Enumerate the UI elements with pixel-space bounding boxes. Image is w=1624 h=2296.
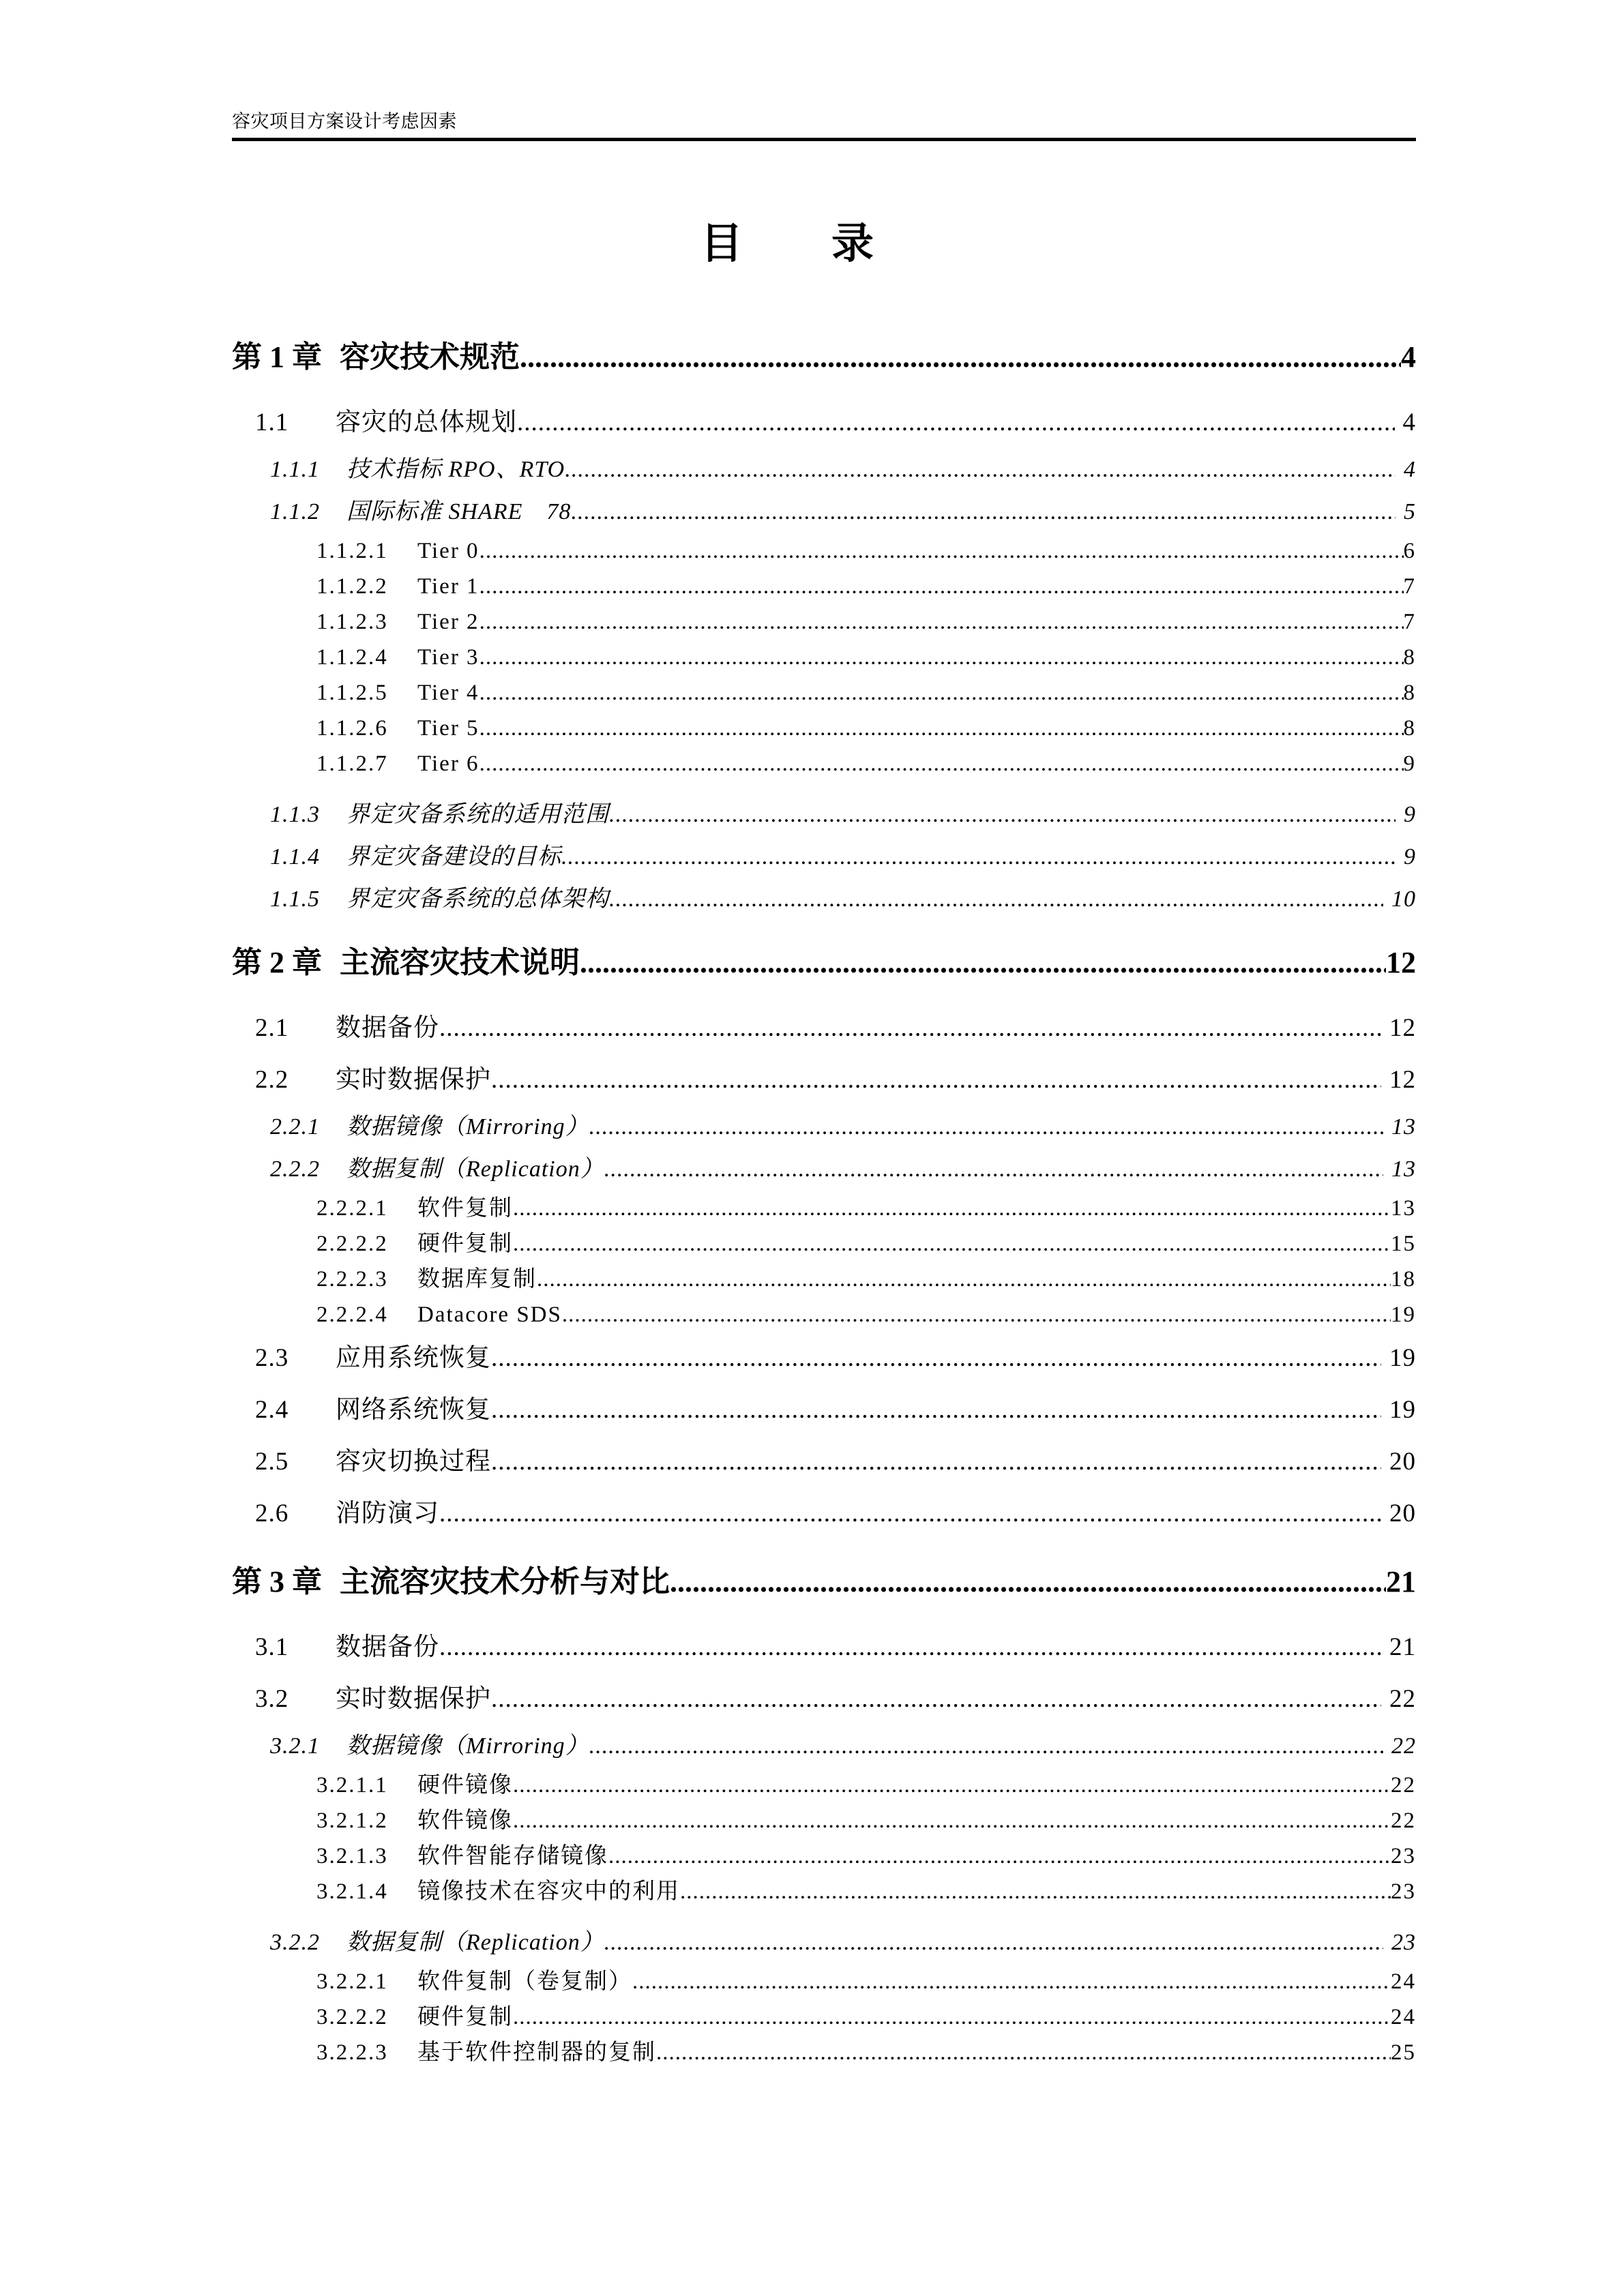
table-of-contents	[232, 312, 1416, 2070]
toc-entry-level-3[interactable]	[270, 878, 1416, 921]
toc-entry-number: 3.2.2.2	[316, 2005, 388, 2029]
toc-entry-title: Tier 6	[417, 751, 479, 776]
toc-entry-level-2[interactable]	[255, 1436, 1416, 1488]
toc-entry-number: 2.3	[255, 1344, 289, 1372]
toc-entry-level-2[interactable]	[255, 1488, 1416, 1540]
toc-dot-leader	[589, 1106, 1383, 1148]
page-title: 目 录	[700, 221, 875, 267]
toc-dot-leader	[565, 449, 1396, 491]
toc-entry-level-1[interactable]	[232, 933, 1416, 993]
toc-entry-page-number: 15	[1391, 1232, 1416, 1256]
toc-entry-number: 3.1	[255, 1633, 289, 1661]
toc-dot-leader	[609, 794, 1396, 836]
toc-dot-leader	[491, 1436, 1381, 1488]
toc-entry-title: 数据复制（Replication）	[346, 1930, 604, 1955]
toc-entry-page-number: 12	[1386, 946, 1416, 979]
toc-entry-title: 硬件复制	[417, 1232, 513, 1256]
toc-dot-leader	[670, 1552, 1386, 1612]
toc-entry-title: 硬件复制	[417, 2005, 513, 2029]
toc-entry-page-number: 19	[1389, 1344, 1416, 1372]
toc-entry-title: Tier 5	[417, 716, 479, 741]
toc-entry-number: 2.2.2.4	[316, 1302, 388, 1327]
page-header	[232, 108, 1416, 147]
toc-entry-level-4[interactable]	[316, 1191, 1416, 1226]
toc-entry-title: 数据镜像（Mirroring）	[346, 1733, 589, 1759]
toc-entry-level-2[interactable]	[255, 1384, 1416, 1436]
toc-entry-number: 2.2.2.2	[316, 1232, 388, 1256]
toc-entry-level-4[interactable]	[316, 1768, 1416, 1803]
toc-dot-leader	[680, 1874, 1391, 1909]
toc-entry-title: 消防演习	[336, 1500, 439, 1527]
toc-entry-title: 镜像技术在容灾中的利用	[417, 1879, 680, 1904]
toc-entry-page-number: 22	[1389, 1685, 1416, 1713]
toc-entry-level-2[interactable]	[255, 1002, 1416, 1054]
toc-entry-title: 数据备份	[336, 1633, 439, 1661]
toc-entry-page-number: 12	[1389, 1014, 1416, 1042]
toc-entry-title: 实时数据保护	[336, 1685, 491, 1713]
toc-entry-page-number: 4	[1402, 408, 1416, 436]
toc-dot-leader	[479, 711, 1404, 746]
toc-dot-leader	[513, 1191, 1391, 1226]
toc-entry-level-4[interactable]	[316, 533, 1416, 569]
running-header-title: 容灾项目方案设计考虑因素	[232, 111, 457, 132]
toc-entry-level-4[interactable]	[316, 569, 1416, 604]
toc-dot-leader	[439, 1622, 1381, 1673]
toc-entry-level-2[interactable]	[255, 397, 1416, 449]
toc-entry-number: 3.2	[255, 1685, 289, 1713]
toc-entry-number: 2.6	[255, 1500, 289, 1527]
toc-entry-page-number: 22	[1391, 1808, 1416, 1833]
toc-entry-number: 1.1.2.4	[316, 645, 388, 670]
toc-entry-level-4[interactable]	[316, 675, 1416, 711]
toc-entry-page-number: 12	[1389, 1066, 1416, 1094]
toc-entry-title: 数据库复制	[417, 1267, 537, 1292]
toc-entry-page-number: 21	[1389, 1633, 1416, 1661]
toc-entry-page-number: 10	[1391, 886, 1416, 912]
toc-entry-title: 容灾切换过程	[336, 1448, 491, 1476]
toc-dot-leader	[479, 569, 1404, 604]
toc-dot-leader	[513, 1999, 1391, 2035]
toc-entry-number: 第 1 章	[232, 340, 322, 374]
toc-entry-number: 3.2.1.3	[316, 1844, 388, 1868]
toc-dot-leader	[491, 1332, 1381, 1384]
toc-entry-title: Datacore SDS	[417, 1302, 562, 1327]
toc-entry-page-number: 4	[1401, 340, 1416, 374]
toc-entry-level-4[interactable]	[316, 1297, 1416, 1332]
toc-entry-title: 数据复制（Replication）	[346, 1157, 604, 1182]
toc-dot-leader	[439, 1488, 1381, 1540]
toc-entry-page-number: 22	[1391, 1773, 1416, 1798]
toc-entry-level-3[interactable]	[270, 1725, 1416, 1768]
toc-entry-title: 应用系统恢复	[336, 1344, 491, 1372]
toc-entry-page-number: 8	[1403, 645, 1416, 670]
toc-entry-number: 3.2.2	[270, 1930, 320, 1955]
toc-entry-title: 技术指标 RPO、RTO	[346, 457, 565, 482]
toc-entry-page-number: 23	[1391, 1879, 1416, 1904]
toc-entry-page-number: 13	[1391, 1157, 1416, 1182]
toc-entry-number: 2.2	[255, 1066, 289, 1094]
toc-entry-number: 1.1.2.5	[316, 681, 388, 705]
toc-dot-leader	[479, 746, 1404, 781]
toc-entry-level-4[interactable]	[316, 1964, 1416, 1999]
toc-entry-page-number: 19	[1391, 1302, 1416, 1327]
toc-entry-number: 3.2.1.2	[316, 1808, 388, 1833]
toc-entry-number: 2.2.2.3	[316, 1267, 388, 1292]
toc-entry-page-number: 5	[1404, 499, 1416, 524]
toc-entry-title: 主流容灾技术分析与对比	[340, 1565, 670, 1598]
toc-entry-number: 1.1.2	[270, 499, 320, 524]
toc-entry-page-number: 23	[1391, 1930, 1416, 1955]
toc-dot-leader	[520, 327, 1401, 387]
toc-entry-page-number: 7	[1403, 610, 1416, 634]
toc-entry-page-number: 24	[1391, 1969, 1416, 1994]
toc-entry-page-number: 9	[1404, 844, 1416, 869]
toc-entry-title: 容灾的总体规划	[336, 408, 517, 436]
toc-dot-leader	[491, 1673, 1381, 1725]
toc-entry-title: 数据备份	[336, 1014, 439, 1042]
toc-dot-leader	[656, 2035, 1391, 2070]
toc-entry-page-number: 25	[1391, 2040, 1416, 2065]
toc-entry-level-4[interactable]	[316, 604, 1416, 640]
toc-entry-level-1[interactable]	[232, 1552, 1416, 1612]
toc-entry-page-number: 21	[1386, 1565, 1416, 1598]
toc-dot-leader	[609, 878, 1383, 921]
toc-entry-level-3[interactable]	[270, 836, 1416, 878]
toc-entry-level-3[interactable]	[270, 794, 1416, 836]
toc-entry-title: 基于软件控制器的复制	[417, 2040, 656, 2065]
toc-entry-number: 1.1.2.1	[316, 539, 388, 563]
toc-entry-number: 3.2.2.3	[316, 2040, 388, 2065]
toc-dot-leader	[479, 604, 1404, 640]
toc-entry-page-number: 13	[1391, 1114, 1416, 1139]
toc-dot-leader	[439, 1002, 1381, 1054]
toc-entry-page-number: 13	[1391, 1196, 1416, 1221]
toc-entry-title: Tier 1	[417, 574, 479, 599]
toc-entry-number: 第 3 章	[232, 1565, 322, 1598]
toc-entry-title: 界定灾备系统的总体架构	[346, 886, 609, 912]
toc-entry-level-4[interactable]	[316, 711, 1416, 746]
toc-entry-title: 软件智能存储镜像	[417, 1844, 608, 1868]
toc-entry-page-number: 7	[1403, 574, 1416, 599]
toc-entry-level-4[interactable]	[316, 1874, 1416, 1909]
toc-entry-level-3[interactable]	[270, 491, 1416, 533]
toc-entry-title: Tier 3	[417, 645, 479, 670]
toc-dot-leader	[479, 533, 1404, 569]
header-rule	[232, 138, 1416, 141]
toc-entry-title: Tier 0	[417, 539, 479, 563]
toc-entry-level-2[interactable]	[255, 1054, 1416, 1106]
toc-entry-page-number: 9	[1403, 751, 1416, 776]
toc-entry-title: 国际标准 SHARE 78	[346, 499, 572, 524]
toc-entry-page-number: 22	[1391, 1733, 1416, 1759]
toc-entry-number: 3.2.1	[270, 1733, 320, 1759]
toc-entry-level-4[interactable]	[316, 1226, 1416, 1262]
toc-entry-title: 界定灾备系统的适用范围	[346, 802, 609, 827]
toc-entry-title: 容灾技术规范	[340, 340, 520, 374]
toc-dot-leader	[561, 836, 1396, 878]
toc-dot-leader	[537, 1262, 1391, 1297]
toc-entry-level-4[interactable]	[316, 1803, 1416, 1838]
toc-entry-level-4[interactable]	[316, 2035, 1416, 2070]
toc-entry-number: 3.2.2.1	[316, 1969, 388, 1994]
toc-entry-page-number: 9	[1404, 802, 1416, 827]
toc-entry-number: 2.2.2.1	[316, 1196, 388, 1221]
toc-entry-title: 实时数据保护	[336, 1066, 491, 1094]
toc-entry-number: 2.1	[255, 1014, 289, 1042]
toc-dot-leader	[589, 1725, 1383, 1768]
toc-dot-leader	[562, 1297, 1391, 1332]
toc-entry-title: Tier 2	[417, 610, 479, 634]
toc-dot-leader	[513, 1768, 1391, 1803]
toc-entry-level-4[interactable]	[316, 1262, 1416, 1297]
toc-entry-level-1[interactable]	[232, 327, 1416, 387]
toc-entry-number: 2.5	[255, 1448, 289, 1476]
toc-entry-level-3[interactable]	[270, 449, 1416, 491]
toc-entry-number: 1.1.3	[270, 802, 320, 827]
toc-entry-title: 网络系统恢复	[336, 1396, 491, 1424]
toc-entry-title: 界定灾备建设的目标	[346, 844, 561, 869]
toc-entry-number: 3.2.1.4	[316, 1879, 388, 1904]
toc-dot-leader	[491, 1054, 1381, 1106]
toc-entry-page-number: 20	[1389, 1500, 1416, 1527]
toc-entry-level-4[interactable]	[316, 1999, 1416, 2035]
toc-entry-number: 1.1.2.6	[316, 716, 388, 741]
toc-dot-leader	[608, 1838, 1391, 1874]
toc-dot-leader	[479, 675, 1404, 711]
toc-entry-title: 软件镜像	[417, 1808, 513, 1833]
toc-dot-leader	[632, 1964, 1391, 1999]
toc-entry-level-3[interactable]	[270, 1922, 1416, 1964]
toc-entry-page-number: 23	[1391, 1844, 1416, 1868]
toc-entry-level-3[interactable]	[270, 1148, 1416, 1191]
toc-entry-title: 主流容灾技术说明	[340, 946, 580, 979]
toc-entry-number: 2.4	[255, 1396, 289, 1424]
toc-entry-page-number: 24	[1391, 2005, 1416, 2029]
toc-dot-leader	[580, 933, 1386, 993]
toc-dot-leader	[491, 1384, 1381, 1436]
toc-entry-title: Tier 4	[417, 681, 479, 705]
toc-dot-leader	[479, 640, 1404, 675]
toc-dot-leader	[604, 1922, 1383, 1964]
toc-entry-page-number: 4	[1404, 457, 1416, 482]
toc-entry-page-number: 20	[1389, 1448, 1416, 1476]
toc-entry-number: 1.1.4	[270, 844, 320, 869]
toc-dot-leader	[571, 491, 1396, 533]
toc-entry-number: 1.1.1	[270, 457, 320, 482]
toc-entry-number: 1.1.2.2	[316, 574, 388, 599]
toc-entry-title: 软件复制（卷复制）	[417, 1969, 632, 1994]
toc-entry-level-3[interactable]	[270, 1106, 1416, 1148]
toc-entry-level-2[interactable]	[255, 1332, 1416, 1384]
toc-entry-number: 2.2.2	[270, 1157, 320, 1182]
toc-entry-number: 1.1.5	[270, 886, 320, 912]
toc-entry-number: 3.2.1.1	[316, 1773, 388, 1798]
toc-entry-level-2[interactable]	[255, 1673, 1416, 1725]
toc-entry-level-2[interactable]	[255, 1622, 1416, 1673]
toc-entry-page-number: 8	[1403, 716, 1416, 741]
toc-entry-number: 1.1.2.7	[316, 751, 388, 776]
toc-entry-number: 2.2.1	[270, 1114, 320, 1139]
toc-entry-page-number: 19	[1389, 1396, 1416, 1424]
toc-entry-page-number: 6	[1403, 539, 1416, 563]
toc-entry-title: 软件复制	[417, 1196, 513, 1221]
toc-entry-number: 1.1	[255, 408, 289, 436]
toc-entry-title: 数据镜像（Mirroring）	[346, 1114, 589, 1139]
toc-entry-level-4[interactable]	[316, 1838, 1416, 1874]
toc-dot-leader	[604, 1148, 1383, 1191]
toc-entry-level-4[interactable]	[316, 746, 1416, 781]
toc-entry-title: 硬件镜像	[417, 1773, 513, 1798]
toc-entry-level-4[interactable]	[316, 640, 1416, 675]
toc-entry-number: 第 2 章	[232, 946, 322, 979]
toc-dot-leader	[517, 397, 1395, 449]
toc-entry-page-number: 18	[1391, 1267, 1416, 1292]
toc-dot-leader	[513, 1803, 1391, 1838]
toc-dot-leader	[513, 1226, 1391, 1262]
toc-entry-number: 1.1.2.3	[316, 610, 388, 634]
toc-entry-page-number: 8	[1403, 681, 1416, 705]
